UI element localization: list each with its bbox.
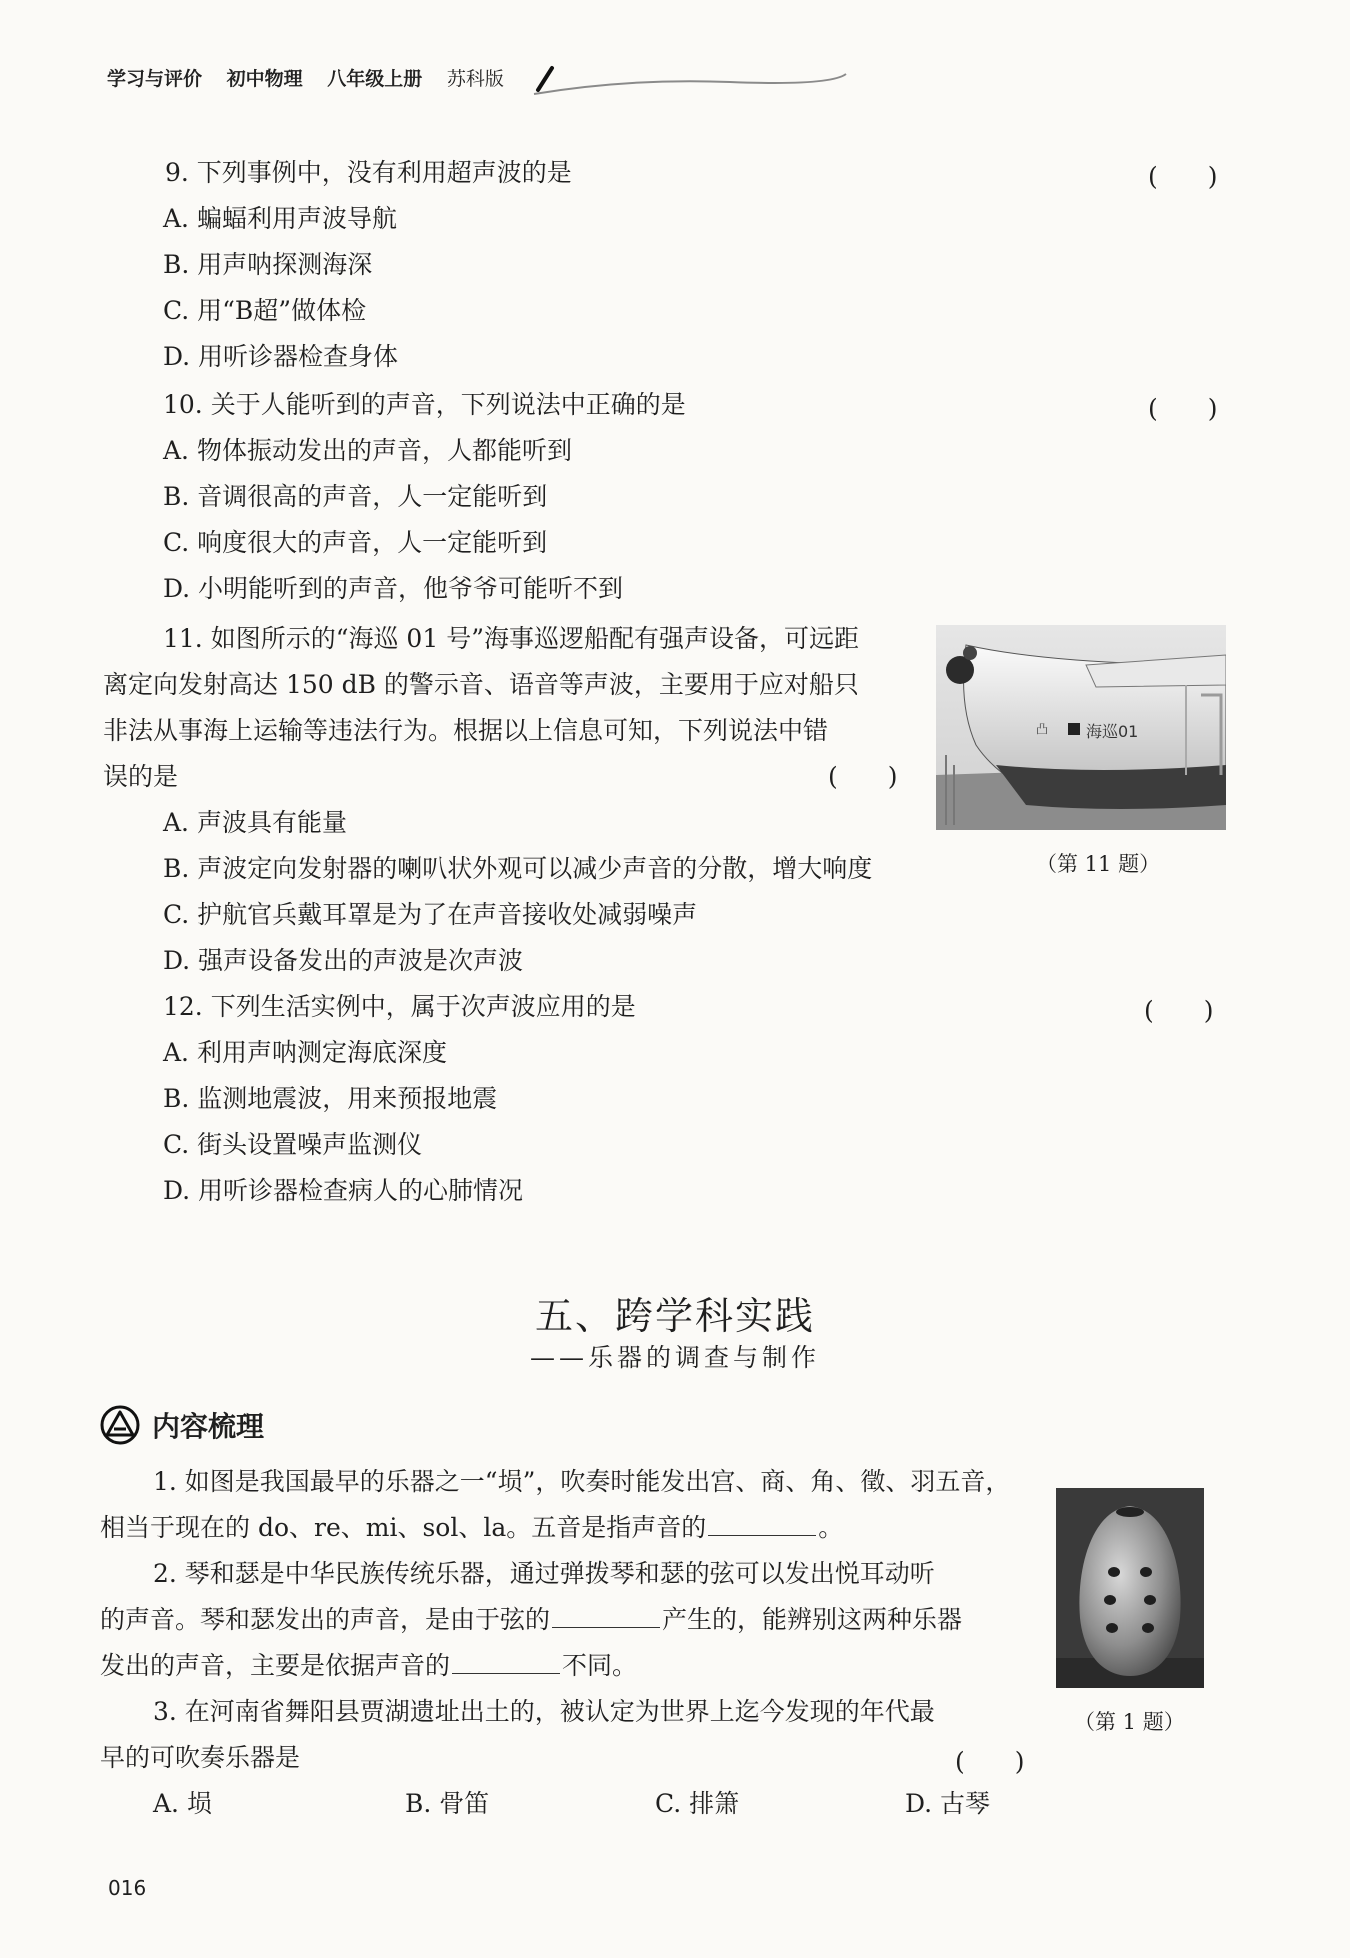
header-grade: 八年级上册 xyxy=(327,68,423,90)
header-edition: 苏科版 xyxy=(446,68,504,90)
q9-option-b: B. 用声呐探测海深 xyxy=(163,250,373,279)
content-heading xyxy=(100,1405,264,1445)
p2-line-3 xyxy=(100,1649,637,1683)
q12-option-b: B. 监测地震波，用来预报地震 xyxy=(163,1084,498,1113)
ship-hull-text: 海巡01 xyxy=(1086,722,1139,741)
q10-option-d: D. 小明能听到的声音，他爷爷可能听不到 xyxy=(163,574,624,603)
section-title: 五、跨学科实践 xyxy=(534,1294,815,1338)
p3-option-b: B. 骨笛 xyxy=(405,1789,490,1818)
p3-answer-paren: ( ) xyxy=(955,1747,1025,1776)
q11-figure-caption: （第 11 题） xyxy=(1036,852,1161,876)
p2-line-2-text: 的声音。琴和瑟发出的声音，是由于弦的 xyxy=(100,1605,551,1634)
section-subtitle: ——乐器的调查与制作 xyxy=(529,1343,820,1372)
q11-option-d: D. 强声设备发出的声波是次声波 xyxy=(163,946,524,975)
ship-hull-mark: 凸 xyxy=(1036,722,1049,736)
q12-option-c: C. 街头设置噪声监测仪 xyxy=(163,1130,423,1159)
p2-line-3-end: 不同。 xyxy=(562,1651,638,1680)
patrol-ship-photo xyxy=(936,625,1226,830)
header-series: 学习与评价 xyxy=(107,68,203,90)
q10-option-b: B. 音调很高的声音，人一定能听到 xyxy=(163,482,548,511)
triangle-badge-icon xyxy=(100,1405,140,1445)
p2-line-2-end: 产生的，能辨别这两种乐器 xyxy=(662,1605,963,1634)
q9-option-a: A. 蝙蝠利用声波导航 xyxy=(163,204,397,233)
q9-option-c: C. 用“B超”做体检 xyxy=(163,296,367,325)
p3-option-a: A. 埙 xyxy=(153,1789,212,1818)
q11-option-c: C. 护航官兵戴耳罩是为了在声音接收处减弱噪声 xyxy=(163,900,698,929)
pen-swoosh-icon xyxy=(530,60,850,100)
page-header xyxy=(107,64,522,91)
q9-answer-paren: ( ) xyxy=(1148,162,1218,191)
q9-stem: 9. 下列事例中，没有利用超声波的是 xyxy=(165,158,572,187)
q10-option-c: C. 响度很大的声音，人一定能听到 xyxy=(163,528,548,557)
p3-option-d: D. 古琴 xyxy=(905,1789,991,1818)
p2-fill-blank-1[interactable] xyxy=(552,1605,660,1628)
q9-option-d: D. 用听诊器检查身体 xyxy=(163,342,399,371)
p1-line-1: 1. 如图是我国最早的乐器之一“埙”，吹奏时能发出宫、商、角、徵、羽五音， xyxy=(153,1467,1011,1496)
p1-line-2-end: 。 xyxy=(818,1513,844,1542)
p1-figure-caption: （第 1 题） xyxy=(1074,1710,1185,1734)
p3-option-c: C. 排箫 xyxy=(655,1789,740,1818)
p2-line-1: 2. 琴和瑟是中华民族传统乐器，通过弹拨琴和瑟的弦可以发出悦耳动听 xyxy=(153,1559,935,1588)
q11-stem-line-1: 11. 如图所示的“海巡 01 号”海事巡逻船配有强声设备，可远距 xyxy=(163,624,859,653)
page-number: 016 xyxy=(108,1876,147,1900)
xun-instrument-photo xyxy=(1056,1488,1204,1688)
p2-line-3-text: 发出的声音，主要是依据声音的 xyxy=(100,1651,451,1680)
header-subject: 初中物理 xyxy=(226,68,303,90)
q12-option-a: A. 利用声呐测定海底深度 xyxy=(163,1038,447,1067)
p3-line-1: 3. 在河南省舞阳县贾湖遗址出土的，被认定为世界上迄今发现的年代最 xyxy=(153,1697,935,1726)
q10-answer-paren: ( ) xyxy=(1148,394,1218,423)
p1-line-2-text: 相当于现在的 do、re、mi、sol、la。五音是指声音的 xyxy=(100,1513,707,1542)
q11-option-a: A. 声波具有能量 xyxy=(163,808,347,837)
q12-answer-paren: ( ) xyxy=(1144,996,1214,1025)
content-heading-label: 内容梳理 xyxy=(152,1410,265,1443)
q12-option-d: D. 用听诊器检查病人的心肺情况 xyxy=(163,1176,524,1205)
q11-option-b: B. 声波定向发射器的喇叭状外观可以减少声音的分散，增大响度 xyxy=(163,854,873,883)
q12-stem: 12. 下列生活实例中，属于次声波应用的是 xyxy=(163,992,636,1021)
p1-fill-blank[interactable] xyxy=(708,1513,816,1536)
q11-answer-paren: ( ) xyxy=(828,762,898,791)
q10-stem: 10. 关于人能听到的声音，下列说法中正确的是 xyxy=(163,390,686,419)
q11-stem-line-3: 非法从事海上运输等违法行为。根据以上信息可知，下列说法中错 xyxy=(103,716,829,745)
q10-option-a: A. 物体振动发出的声音，人都能听到 xyxy=(163,436,572,465)
p3-line-2: 早的可吹奏乐器是 xyxy=(100,1743,301,1772)
q11-stem-line-4: 误的是 xyxy=(103,762,179,791)
p1-line-2 xyxy=(100,1511,843,1545)
p2-fill-blank-2[interactable] xyxy=(452,1651,560,1674)
q11-stem-line-2: 离定向发射高达 150 dB 的警示音、语音等声波，主要用于应对船只 xyxy=(103,670,859,699)
p2-line-2 xyxy=(100,1603,962,1637)
